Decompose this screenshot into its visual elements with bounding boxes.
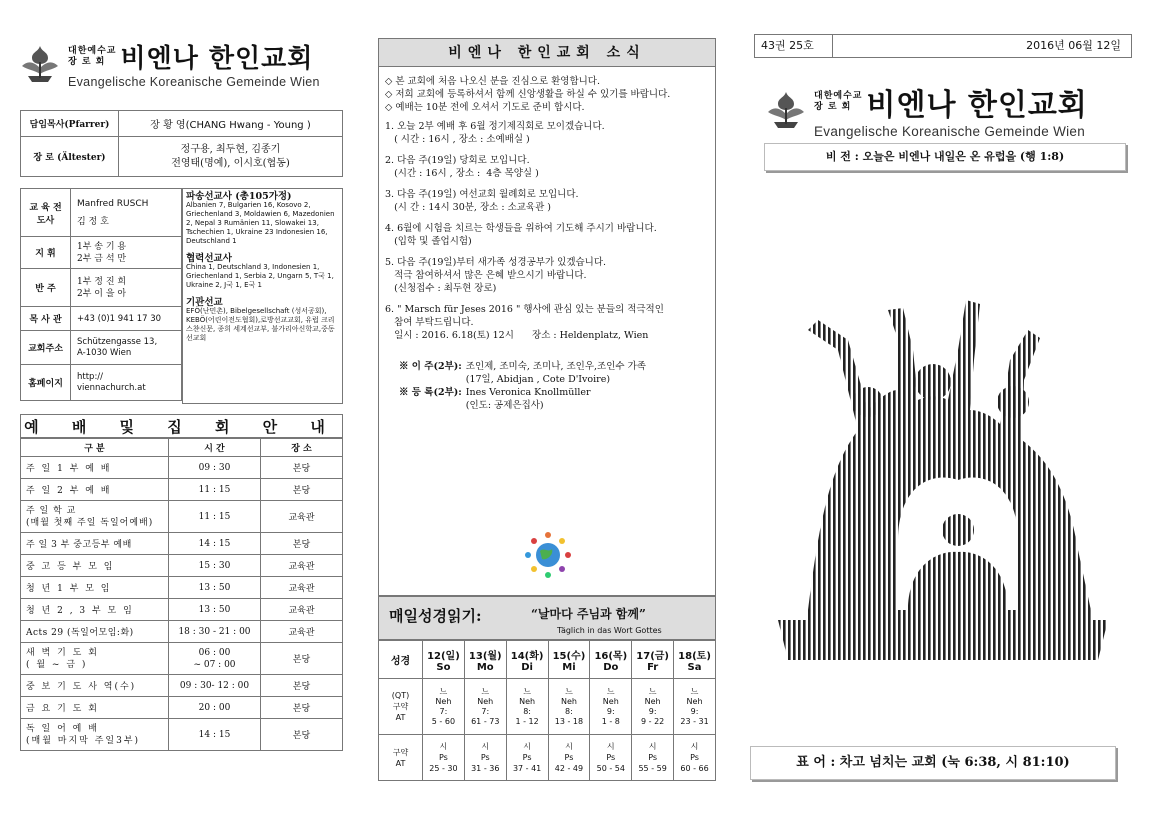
bible-at: 시 Ps 60 - 66 — [674, 735, 716, 781]
bible-day — [423, 641, 465, 679]
pastor-label: 담임목사(Pfarrer) — [21, 111, 119, 137]
moved-label: ※ 이 주(2부): — [399, 361, 462, 372]
elder-label: 장 로 (Ältester) — [21, 137, 119, 177]
registered-label: ※ 등 록(2부): — [399, 387, 462, 398]
bible-date: 13(월) — [468, 650, 502, 662]
mission-body: EFÖ(난민촌), Bibelgesellschaft (성서공회), KEBÖ(어린이전도협회),로방선교교회, 유럽 크리스챤신문, 종희 세계선교부, 불가리아신학교,중동선교회 — [186, 307, 335, 342]
bible-day — [506, 641, 548, 679]
bible-date: 15(수) — [552, 650, 586, 662]
news-intro: ◇ 예배는 10분 전에 오셔서 기도로 준비 합시다. — [385, 102, 585, 113]
news-item: 4. 6월에 시험을 치르는 학생들을 위하여 기도해 주시기 바랍니다. (입학 및 졸업시험) — [385, 223, 657, 247]
bible-qt: 느 Neh 8: 13 - 18 — [548, 679, 590, 735]
bible-day-de: Do — [603, 661, 619, 673]
table-row — [21, 621, 343, 643]
role-label: 교 육 전도사 — [21, 189, 71, 237]
bible-day-de: Mo — [476, 661, 494, 673]
bible-at: 시 Ps 25 - 30 — [423, 735, 465, 781]
table-row — [21, 533, 343, 555]
schedule-time: 09 : 30- 12 : 00 — [169, 675, 261, 697]
globe-people-icon — [524, 531, 572, 579]
role-value: Manfred RUSCH 김 정 호 — [71, 189, 182, 237]
church-name: 비엔나 한인교회 — [866, 88, 1088, 123]
issue-date: 2016년 06월 12일 — [1026, 39, 1121, 52]
schedule-place: 본당 — [261, 479, 343, 501]
bible-title: 매일성경읽기: — [389, 607, 482, 625]
table-row — [21, 457, 343, 479]
issue-volume: 43권 25호 — [755, 35, 833, 57]
schedule-time: 14 : 15 — [169, 719, 261, 751]
schedule-place: 교육관 — [261, 577, 343, 599]
news-item: 2. 다음 주(19일) 당회로 모입니다. (시간 : 16시 , 장소 : 4층 목양실 ) — [385, 155, 539, 179]
homepage-link[interactable]: http:// viennachurch.at — [71, 365, 182, 401]
role-label: 교회주소 — [21, 331, 71, 365]
logo-small-top: 대한예수교 — [68, 45, 117, 56]
bible-at: 시 Ps 31 - 36 — [464, 735, 506, 781]
bible-at: 시 Ps 50 - 54 — [590, 735, 632, 781]
bible-date: 18(토) — [678, 650, 711, 662]
bible-qt: 느 Neh 7: 5 - 60 — [423, 679, 465, 735]
schedule-time: 09 : 30 — [169, 457, 261, 479]
news-intro: ◇ 본 교회에 처음 나오신 분을 진심으로 환영합니다. — [385, 76, 601, 87]
bible-at: 시 Ps 42 - 49 — [548, 735, 590, 781]
role-value: Schützengasse 13, A-1030 Wien — [71, 331, 182, 365]
news-item: 3. 다음 주(19일) 여선교회 월례회로 모입니다. (시 간 : 14시 30분, 장소 : 소교육관 ) — [385, 189, 579, 213]
bible-qt: 느 Neh 9: 23 - 31 — [674, 679, 716, 735]
role-value: 1부 송 기 용 2부 금 석 만 — [71, 237, 182, 269]
mission-title: 협력선교사 — [186, 253, 232, 264]
schedule-place: 교육관 — [261, 599, 343, 621]
issue-bar — [754, 34, 1132, 58]
bible-day — [632, 641, 674, 679]
bible-qt: 느 Neh 9: 1 - 8 — [590, 679, 632, 735]
role-value: +43 (0)1 941 17 30 — [71, 307, 182, 331]
bible-qt: 느 Neh 9: 9 - 22 — [632, 679, 674, 735]
schedule-item: 주 일 학 교 (매월 첫째 주일 독일어예배) — [21, 501, 169, 533]
role-label: 반 주 — [21, 269, 71, 307]
role-value: 1부 정 진 희 2부 이 을 아 — [71, 269, 182, 307]
bible-header — [378, 596, 716, 640]
vision-box: 비 전 : 오늘은 비엔나 내일은 온 유럽을 (행 1:8) — [764, 143, 1126, 171]
bible-date: 14(화) — [510, 650, 544, 662]
bible-day — [548, 641, 590, 679]
schedule-item: 금 요 기 도 회 — [21, 697, 169, 719]
schedule-time: 15 : 30 — [169, 555, 261, 577]
schedule-item: 주 일 3 부 중고등부 예배 — [21, 533, 169, 555]
bible-at: 시 Ps 55 - 59 — [632, 735, 674, 781]
news-title: 비엔나 한인교회 소식 — [379, 39, 715, 67]
logo-small-top: 대한예수교 — [814, 91, 863, 101]
bible-day-de: Fr — [647, 661, 659, 673]
mission-title: 파송선교사 (총105가정) — [186, 191, 292, 202]
church-german-name: Evangelische Koreanische Gemeinde Wien — [814, 124, 1086, 139]
schedule-item: 중 보 기 도 사 역(수) — [21, 675, 169, 697]
mission-body: China 1, Deutschland 3, Indonesien 1, Griechenland 1, Serbia 2, Ungarn 5, T국 1, Ukraine 2, J국 1, E국 1 — [186, 263, 334, 289]
schedule-item: Acts 29 (독일어모임:화) — [21, 621, 169, 643]
bible-slogan: “날마다 주님과 함께” — [531, 607, 646, 621]
bible-date: 16(목) — [594, 650, 628, 662]
schedule-time: 18 : 30 - 21 : 00 — [169, 621, 261, 643]
schedule-item: 새 벽 기 도 회 ( 월 ~ 금 ) — [21, 643, 169, 675]
schedule-time: 06 : 00 ~ 07 : 00 — [169, 643, 261, 675]
schedule-place: 본당 — [261, 719, 343, 751]
bible-qt: 느 Neh 8: 1 - 12 — [506, 679, 548, 735]
pastor-table — [20, 110, 343, 177]
news-item: 5. 다음 주(19일)부터 새가족 성경공부가 있겠습니다. 적극 참여하셔서 많은 은혜 받으시기 바랍니다. (신청접수 : 최두현 장로) — [385, 257, 607, 294]
bible-day — [674, 641, 716, 679]
bible-day — [590, 641, 632, 679]
moved-value: 조인제, 조미숙, 조미나, 조인우,조인수 가족 (17일, Abidjan , Cote D'Ivoire) — [465, 361, 646, 385]
table-row — [21, 555, 343, 577]
schedule-place: 교육관 — [261, 501, 343, 533]
mission-title: 기관선교 — [186, 297, 223, 308]
people-tree-illustration-icon — [748, 290, 1138, 690]
bible-date: 12(일) — [427, 650, 460, 662]
church-name: 비엔나 한인교회 — [120, 44, 314, 74]
church-german-name: Evangelische Koreanische Gemeinde Wien — [68, 75, 320, 89]
bible-table — [378, 640, 716, 781]
table-row — [21, 501, 343, 533]
motto-box: 표 어 : 차고 넘치는 교회 (눅 6:38, 시 81:10) — [750, 746, 1116, 780]
bible-day-de: Di — [521, 661, 533, 673]
roles-table — [20, 188, 182, 401]
news-item: 6. " Marsch für Jeses 2016 " 행사에 관심 있는 분들의 적극적인 참여 부탁드립니다. 일시 : 2016. 6.18(토) 12시 장소 : Heldenplatz, Wien — [385, 304, 664, 341]
table-row — [21, 643, 343, 675]
bible-date: 17(금) — [636, 650, 669, 662]
schedule-header: 장 소 — [261, 439, 343, 457]
table-row — [21, 479, 343, 501]
schedule-place: 본당 — [261, 457, 343, 479]
logo-small-bottom: 장 로 회 — [814, 102, 852, 112]
bible-row-label: (QT) 구약 AT — [379, 679, 423, 735]
table-row — [21, 577, 343, 599]
schedule-item: 주 일 1 부 예 배 — [21, 457, 169, 479]
church-emblem-icon — [18, 44, 62, 84]
schedule-time: 13 : 50 — [169, 577, 261, 599]
table-row — [21, 675, 343, 697]
bible-slogan-de: Täglich in das Wort Gottes — [557, 626, 662, 635]
schedule-item: 주 일 2 부 예 배 — [21, 479, 169, 501]
schedule-title: 예 배 및 집 회 안 내 — [20, 414, 343, 438]
schedule-place: 교육관 — [261, 621, 343, 643]
role-label: 지 휘 — [21, 237, 71, 269]
bible-row-label: 성경 — [379, 641, 423, 679]
schedule-time: 14 : 15 — [169, 533, 261, 555]
schedule-item: 청 년 2 , 3 부 모 임 — [21, 599, 169, 621]
schedule-item: 청 년 1 부 모 임 — [21, 577, 169, 599]
schedule-time: 20 : 00 — [169, 697, 261, 719]
pastor-value: 장 황 영(CHANG Hwang - Young ) — [119, 111, 343, 137]
news-panel — [378, 38, 716, 596]
schedule-place: 본당 — [261, 697, 343, 719]
schedule-place: 교육관 — [261, 555, 343, 577]
role-label: 홈페이지 — [21, 365, 71, 401]
role-label: 목 사 관 — [21, 307, 71, 331]
bible-qt: 느 Neh 7: 61 - 73 — [464, 679, 506, 735]
bible-day-de: So — [436, 661, 451, 673]
table-row — [21, 719, 343, 751]
bible-row-label: 구약 AT — [379, 735, 423, 781]
church-emblem-icon — [764, 90, 808, 130]
bible-at: 시 Ps 37 - 41 — [506, 735, 548, 781]
table-row — [21, 599, 343, 621]
schedule-item: 중 고 등 부 모 임 — [21, 555, 169, 577]
schedule-table — [20, 438, 343, 751]
news-item: 1. 오늘 2부 예배 후 6월 정기제직회로 모이겠습니다. ( 시간 : 16시 , 장소 : 소예배실 ) — [385, 121, 605, 145]
table-row — [21, 697, 343, 719]
schedule-time: 13 : 50 — [169, 599, 261, 621]
schedule-place: 본당 — [261, 533, 343, 555]
church-logo-cover — [764, 80, 1088, 139]
schedule-place: 본당 — [261, 643, 343, 675]
logo-small-bottom: 장 로 회 — [68, 56, 106, 67]
church-logo-left — [18, 38, 320, 89]
schedule-header: 구 분 — [21, 439, 169, 457]
bible-day-de: Sa — [687, 661, 702, 673]
elder-value: 정구용, 최두현, 김종기 전영태(명예), 이시호(협동) — [119, 137, 343, 177]
mission-body: Albanien 7, Bulgarien 16, Kosovo 2, Griechenland 3, Moldawien 6, Mazedonien 2, Nepal 3 Rumänien 11, Slowakei 13, Tschechien 1, Ukraine 23 Indonesien 16, Deutschland 1 — [186, 201, 335, 245]
schedule-time: 11 : 15 — [169, 501, 261, 533]
mission-box — [182, 188, 343, 404]
bible-day-de: Mi — [562, 661, 576, 673]
registered-value: Ines Veronica Knollmüller (인도: 공제은집사) — [465, 387, 591, 411]
bible-day — [464, 641, 506, 679]
news-intro: ◇ 저희 교회에 등록하셔서 함께 신앙생활을 하실 수 있기를 바랍니다. — [385, 89, 671, 100]
schedule-item: 독 일 어 예 배 (매월 마지막 주일3부) — [21, 719, 169, 751]
schedule-header: 시 간 — [169, 439, 261, 457]
schedule-place: 본당 — [261, 675, 343, 697]
schedule-time: 11 : 15 — [169, 479, 261, 501]
